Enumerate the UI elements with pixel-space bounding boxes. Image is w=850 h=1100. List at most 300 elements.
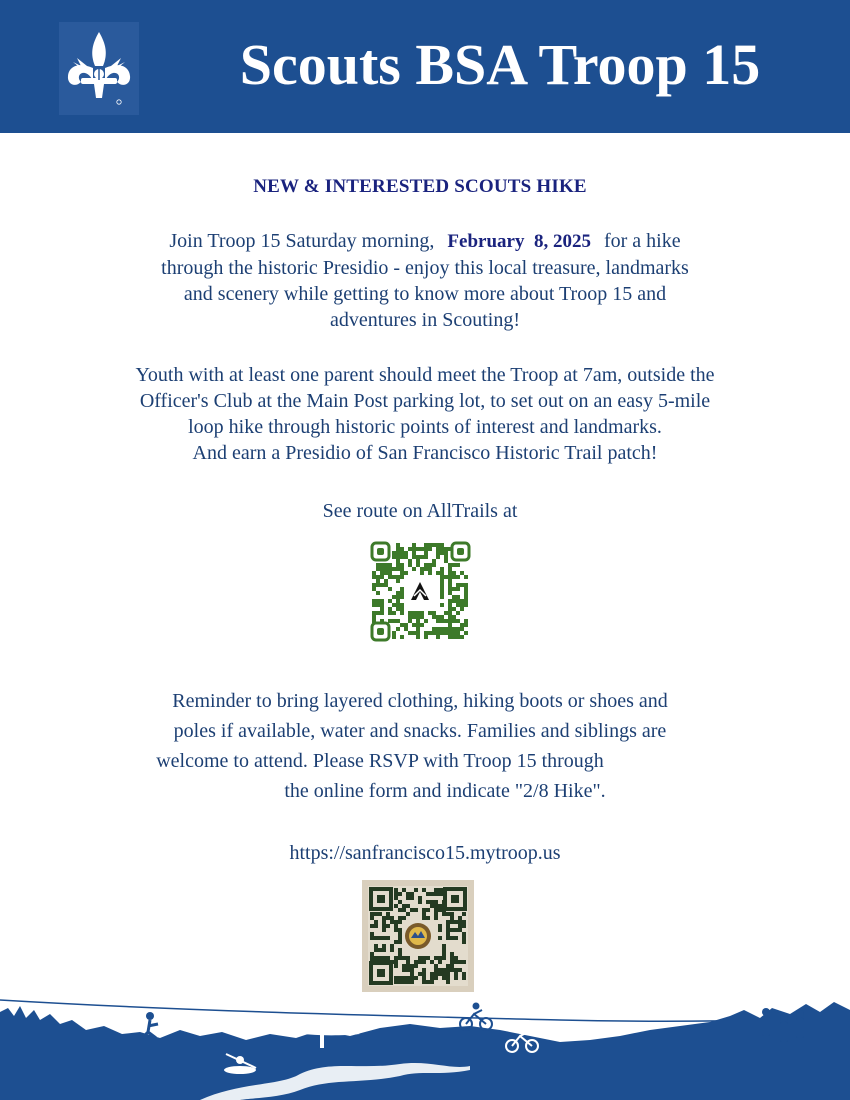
- qr-module: [384, 567, 388, 571]
- qr-module: [374, 924, 378, 928]
- qr-module: [420, 615, 424, 619]
- qr-module: [382, 944, 386, 948]
- qr-module: [376, 611, 380, 615]
- qr-module: [428, 547, 432, 551]
- qr-module: [454, 936, 458, 940]
- qr-module: [394, 976, 398, 980]
- qr-module: [454, 976, 458, 980]
- qr-module: [372, 603, 376, 607]
- qr-module: [430, 904, 434, 908]
- qr-module: [378, 956, 382, 960]
- qr-module: [444, 547, 448, 551]
- qr-module: [422, 888, 426, 892]
- qr-module: [456, 587, 460, 591]
- qr-module: [410, 964, 414, 968]
- qr-module: [436, 551, 440, 555]
- qr-module: [464, 599, 468, 603]
- qr-module: [382, 936, 386, 940]
- qr-module: [370, 924, 374, 928]
- qr-module: [396, 591, 400, 595]
- qr-module: [390, 944, 394, 948]
- route-text: See route on AllTrails at: [322, 500, 518, 522]
- qr-module: [412, 623, 416, 627]
- qr-module: [434, 900, 438, 904]
- qr-module: [402, 904, 406, 908]
- qr-module: [444, 575, 448, 579]
- qr-module: [400, 591, 404, 595]
- qr-module: [434, 912, 438, 916]
- qr-module: [448, 607, 452, 611]
- qr-module: [388, 587, 392, 591]
- reminder-line: the online form and indicate "2/8 Hike".: [284, 780, 606, 802]
- qr-module: [424, 567, 428, 571]
- qr-module: [446, 964, 450, 968]
- qr-module: [404, 571, 408, 575]
- qr-module: [438, 968, 442, 972]
- qr-module: [370, 936, 374, 940]
- qr-module: [458, 916, 462, 920]
- qr-module: [396, 547, 400, 551]
- qr-module: [450, 968, 454, 972]
- qr-module: [378, 936, 382, 940]
- qr-module: [450, 928, 454, 932]
- qr-module: [424, 635, 428, 639]
- qr-module: [454, 968, 458, 972]
- qr-module: [408, 559, 412, 563]
- qr-module: [416, 615, 420, 619]
- qr-module: [440, 587, 444, 591]
- qr-module: [446, 980, 450, 984]
- qr-module: [388, 599, 392, 603]
- qr-module: [418, 896, 422, 900]
- qr-module: [406, 896, 410, 900]
- qr-module: [396, 607, 400, 611]
- qr-module: [412, 615, 416, 619]
- qr-module: [408, 611, 412, 615]
- qr-module: [374, 956, 378, 960]
- qr-module: [400, 623, 404, 627]
- qr-module: [388, 575, 392, 579]
- qr-module: [404, 555, 408, 559]
- qr-module: [412, 631, 416, 635]
- qr-module: [456, 563, 460, 567]
- qr-module: [420, 567, 424, 571]
- qr-module: [448, 567, 452, 571]
- qr-module: [398, 956, 402, 960]
- qr-module: [428, 543, 432, 547]
- qr-module: [422, 968, 426, 972]
- qr-module: [400, 595, 404, 599]
- qr-module: [398, 932, 402, 936]
- qr-module: [404, 551, 408, 555]
- qr-module: [426, 916, 430, 920]
- qr-module: [452, 587, 456, 591]
- qr-module: [436, 555, 440, 559]
- qr-module: [456, 583, 460, 587]
- qr-module: [394, 956, 398, 960]
- qr-module: [372, 599, 376, 603]
- qr-module: [394, 960, 398, 964]
- qr-module: [446, 972, 450, 976]
- qr-module: [400, 603, 404, 607]
- qr-module: [376, 599, 380, 603]
- qr-module: [440, 543, 444, 547]
- qr-module: [460, 623, 464, 627]
- qr-module: [438, 924, 442, 928]
- qr-module: [440, 615, 444, 619]
- qr-module: [448, 579, 452, 583]
- qr-module: [422, 912, 426, 916]
- qr-module: [422, 976, 426, 980]
- qr-module: [444, 559, 448, 563]
- qr-module: [418, 900, 422, 904]
- qr-module: [406, 960, 410, 964]
- qr-module: [384, 583, 388, 587]
- qr-module: [434, 904, 438, 908]
- qr-module: [384, 579, 388, 583]
- qr-module: [428, 611, 432, 615]
- qr-module: [426, 980, 430, 984]
- qr-module: [464, 603, 468, 607]
- qr-module: [382, 956, 386, 960]
- qr-module: [408, 563, 412, 567]
- qr-module: [440, 595, 444, 599]
- qr-module: [416, 547, 420, 551]
- qr-module: [448, 583, 452, 587]
- qr-module: [388, 567, 392, 571]
- qr-module: [442, 944, 446, 948]
- header-banner: [0, 0, 850, 133]
- qr-module: [432, 615, 436, 619]
- qr-module: [406, 912, 410, 916]
- qr-module: [462, 972, 466, 976]
- qr-module: [416, 623, 420, 627]
- qr-module: [394, 928, 398, 932]
- qr-module: [456, 603, 460, 607]
- qr-module: [406, 968, 410, 972]
- qr-module: [462, 924, 466, 928]
- qr-module: [424, 543, 428, 547]
- qr-module: [406, 964, 410, 968]
- qr-module: [396, 599, 400, 603]
- qr-module: [424, 563, 428, 567]
- qr-module: [440, 631, 444, 635]
- qr-module: [406, 976, 410, 980]
- qr-module: [436, 615, 440, 619]
- qr-module: [436, 627, 440, 631]
- qr-module: [462, 960, 466, 964]
- qr-module: [424, 631, 428, 635]
- alltrails-qr-code-icon[interactable]: [369, 540, 472, 643]
- qr-module: [456, 575, 460, 579]
- qr-module: [416, 611, 420, 615]
- qr-module: [462, 940, 466, 944]
- qr-module: [392, 595, 396, 599]
- qr-module: [450, 936, 454, 940]
- event-heading: NEW & INTERESTED SCOUTS HIKE: [253, 176, 587, 197]
- qr-module: [400, 551, 404, 555]
- troop-url-link[interactable]: https://sanfrancisco15.mytroop.us: [289, 842, 561, 864]
- qr-module: [374, 948, 378, 952]
- qr-module: [386, 916, 390, 920]
- qr-module: [436, 571, 440, 575]
- qr-module: [394, 888, 398, 892]
- qr-module: [458, 928, 462, 932]
- qr-module: [388, 607, 392, 611]
- qr-module: [438, 888, 442, 892]
- qr-module: [442, 952, 446, 956]
- zipline-wire: [0, 1000, 850, 1021]
- qr-module: [446, 920, 450, 924]
- qr-module: [402, 956, 406, 960]
- qr-module: [454, 956, 458, 960]
- qr-module: [450, 920, 454, 924]
- qr-module: [400, 563, 404, 567]
- qr-module: [416, 555, 420, 559]
- qr-module: [440, 619, 444, 623]
- qr-module: [430, 976, 434, 980]
- qr-module: [460, 603, 464, 607]
- qr-module: [456, 599, 460, 603]
- qr-module: [400, 567, 404, 571]
- qr-module: [394, 940, 398, 944]
- qr-module: [436, 635, 440, 639]
- qr-module: [406, 892, 410, 896]
- qr-module: [388, 619, 392, 623]
- meet-line: Youth with at least one parent should meet the Troop at 7am, outside the: [135, 364, 715, 386]
- qr-module: [452, 619, 456, 623]
- qr-module: [462, 920, 466, 924]
- qr-module: [452, 599, 456, 603]
- qr-module: [400, 575, 404, 579]
- qr-module: [374, 944, 378, 948]
- qr-module: [448, 591, 452, 595]
- qr-module: [392, 635, 396, 639]
- qr-module: [372, 587, 376, 591]
- qr-module: [464, 575, 468, 579]
- qr-module: [396, 575, 400, 579]
- qr-module: [406, 904, 410, 908]
- qr-module: [446, 936, 450, 940]
- qr-module: [398, 936, 402, 940]
- qr-module: [454, 928, 458, 932]
- qr-module: [440, 579, 444, 583]
- qr-module: [426, 892, 430, 896]
- qr-module: [442, 956, 446, 960]
- qr-module: [424, 555, 428, 559]
- qr-module: [394, 924, 398, 928]
- qr-module: [444, 619, 448, 623]
- qr-module: [456, 595, 460, 599]
- qr-module: [420, 571, 424, 575]
- qr-module: [412, 547, 416, 551]
- qr-module: [412, 543, 416, 547]
- intro-line: and scenery while getting to know more about Troop 15 and: [183, 283, 667, 305]
- qr-module: [452, 607, 456, 611]
- qr-module: [440, 591, 444, 595]
- qr-module: [382, 916, 386, 920]
- qr-module: [460, 599, 464, 603]
- qr-module: [450, 964, 454, 968]
- meet-line: Officer's Club at the Main Post parking lot, to set out on an easy 5-mile: [139, 390, 711, 412]
- qr-module: [418, 972, 422, 976]
- qr-module: [394, 980, 398, 984]
- qr-module: [450, 916, 454, 920]
- reminder-line: Reminder to bring layered clothing, hiking boots or shoes and: [172, 690, 668, 712]
- qr-module: [448, 575, 452, 579]
- qr-module: [380, 567, 384, 571]
- qr-module: [376, 563, 380, 567]
- qr-module: [402, 976, 406, 980]
- qr-module: [446, 912, 450, 916]
- qr-module: [398, 908, 402, 912]
- qr-module: [434, 908, 438, 912]
- qr-module: [398, 976, 402, 980]
- qr-module: [426, 956, 430, 960]
- qr-module: [402, 964, 406, 968]
- qr-module: [456, 619, 460, 623]
- qr-module: [376, 591, 380, 595]
- qr-module: [438, 960, 442, 964]
- qr-module: [396, 595, 400, 599]
- intro-line: [50, 228, 800, 255]
- qr-module: [440, 575, 444, 579]
- qr-module: [394, 892, 398, 896]
- qr-module: [420, 555, 424, 559]
- qr-module: [412, 551, 416, 555]
- qr-module: [442, 968, 446, 972]
- qr-module: [402, 968, 406, 972]
- qr-module: [380, 599, 384, 603]
- reminder-paragraph: [0, 686, 840, 806]
- qr-module: [444, 627, 448, 631]
- qr-module: [422, 956, 426, 960]
- qr-module: [398, 940, 402, 944]
- qr-module: [450, 956, 454, 960]
- qr-module: [370, 932, 374, 936]
- qr-module: [448, 635, 452, 639]
- qr-module: [420, 623, 424, 627]
- qr-module: [442, 976, 446, 980]
- qr-module: [398, 948, 402, 952]
- qr-module: [460, 571, 464, 575]
- qr-module: [414, 964, 418, 968]
- qr-module: [388, 571, 392, 575]
- qr-module: [442, 948, 446, 952]
- qr-module: [382, 948, 386, 952]
- qr-module: [420, 611, 424, 615]
- qr-module: [416, 563, 420, 567]
- qr-module: [414, 908, 418, 912]
- qr-module: [380, 563, 384, 567]
- qr-module: [452, 627, 456, 631]
- qr-module: [382, 920, 386, 924]
- intro-after-date: for a hike: [603, 230, 681, 252]
- qr-module: [462, 912, 466, 916]
- qr-module: [454, 960, 458, 964]
- qr-module: [404, 623, 408, 627]
- qr-module: [464, 619, 468, 623]
- qr-module: [436, 619, 440, 623]
- qr-module: [374, 912, 378, 916]
- qr-module: [406, 980, 410, 984]
- qr-module: [392, 611, 396, 615]
- qr-module: [454, 972, 458, 976]
- qr-module: [396, 619, 400, 623]
- qr-module: [416, 631, 420, 635]
- intro-line: through the historic Presidio - enjoy this local treasure, landmarks: [161, 257, 689, 279]
- qr-module: [426, 908, 430, 912]
- qr-module: [422, 960, 426, 964]
- qr-module: [394, 904, 398, 908]
- qr-module: [396, 543, 400, 547]
- qr-module: [420, 547, 424, 551]
- qr-module: [438, 928, 442, 932]
- qr-module: [440, 603, 444, 607]
- qr-module: [448, 627, 452, 631]
- qr-module: [460, 627, 464, 631]
- reminder-line: poles if available, water and snacks. Families and siblings are: [173, 720, 667, 742]
- qr-module: [448, 563, 452, 567]
- qr-module: [414, 976, 418, 980]
- qr-module: [414, 888, 418, 892]
- qr-module: [410, 896, 414, 900]
- qr-module: [402, 980, 406, 984]
- qr-module: [452, 563, 456, 567]
- qr-module: [378, 912, 382, 916]
- qr-module: [434, 968, 438, 972]
- qr-module: [442, 972, 446, 976]
- qr-module: [378, 948, 382, 952]
- qr-module: [414, 960, 418, 964]
- qr-module: [436, 547, 440, 551]
- qr-module: [456, 631, 460, 635]
- qr-module: [424, 551, 428, 555]
- qr-module: [436, 543, 440, 547]
- qr-module: [374, 936, 378, 940]
- qr-module: [390, 916, 394, 920]
- qr-module: [432, 611, 436, 615]
- qr-module: [410, 968, 414, 972]
- qr-module: [464, 595, 468, 599]
- qr-module: [418, 960, 422, 964]
- qr-module: [438, 936, 442, 940]
- qr-module: [430, 900, 434, 904]
- qr-module: [406, 956, 410, 960]
- qr-module: [446, 976, 450, 980]
- qr-module: [452, 635, 456, 639]
- qr-module: [396, 563, 400, 567]
- qr-module: [372, 611, 376, 615]
- qr-module: [418, 956, 422, 960]
- qr-module: [388, 563, 392, 567]
- qr-module: [370, 952, 374, 956]
- qr-module: [400, 607, 404, 611]
- qr-module: [430, 892, 434, 896]
- qr-module: [438, 956, 442, 960]
- qr-module: [460, 635, 464, 639]
- qr-module: [458, 924, 462, 928]
- qr-module: [416, 635, 420, 639]
- qr-module: [434, 964, 438, 968]
- qr-module: [440, 583, 444, 587]
- qr-module: [396, 579, 400, 583]
- qr-module: [464, 631, 468, 635]
- troop-site-qr-code-icon[interactable]: [362, 880, 474, 992]
- qr-module: [388, 611, 392, 615]
- qr-module: [438, 972, 442, 976]
- qr-module: [448, 571, 452, 575]
